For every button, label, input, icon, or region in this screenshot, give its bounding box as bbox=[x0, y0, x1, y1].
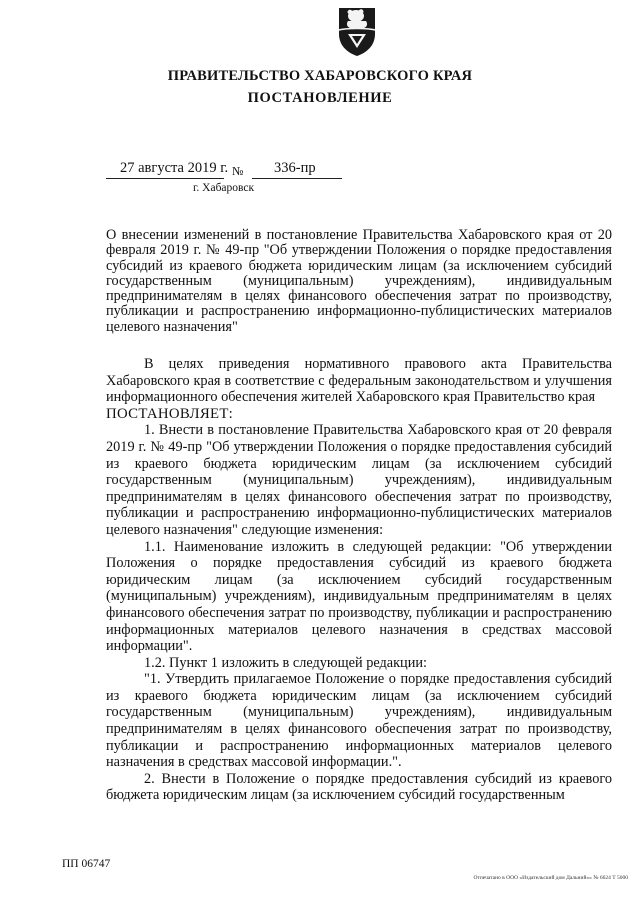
print-note: Отпечатано в ООО «Издательский дом Дальний»» № 6624 Т 5000 bbox=[473, 875, 628, 881]
number-sign: № bbox=[232, 164, 244, 178]
document-date: 27 августа 2019 г. bbox=[120, 160, 229, 176]
government-title: ПРАВИТЕЛЬСТВО ХАБАРОВСКОГО КРАЯ bbox=[167, 68, 473, 84]
clause-1-1: 1.1. Наименование изложить в следующей редакции: "Об утверждении Положения о порядке предоставления субсидий из краевого бюджета юридическим лицам (за исключением субсидий государственным (муниципальным) учреждениям), индивидуальным предпринимателям в целях финансового обеспечения затрат по производству, публикации и распространению информационных материалов целевого назначения в средствах массовой информации". bbox=[106, 538, 612, 655]
document-body bbox=[106, 356, 612, 804]
document-number: 336-пр bbox=[274, 160, 316, 176]
clause-1-2: 1.2. Пункт 1 изложить в следующей редакции: bbox=[144, 654, 427, 671]
clause-1-2-quote: "1. Утвердить прилагаемое Положение о порядке предоставления субсидий из краевого бюджета юридическим лицам (за исключением субсидий государственным (муниципальным) учреждениям), индивидуальным предпринимателям в целях финансового обеспечения затрат по производству, публикации и распространению информационных материалов целевого назначения в средствах массовой информации.". bbox=[106, 671, 612, 771]
clause-1: 1. Внести в постановление Правительства Хабаровского края от 20 февраля 2019 г. № 49-пр "Об утверждении Положения о порядке предоставления субсидий из краевого бюджета юридическим лицам (за исключением субсидий государственным (муниципальным) учреждениям), индивидуальным предпринимателям в целях финансового обеспечения затрат по производству, публикации и распространению информационно-публицистических материалов целевого назначения" следующие изменения: bbox=[106, 422, 612, 538]
number-underline bbox=[252, 178, 342, 179]
document-code: ПП 06747 bbox=[62, 858, 111, 870]
ruling-heading: ПОСТАНОВЛЯЕТ: bbox=[106, 405, 234, 422]
document-city: г. Хабаровск bbox=[193, 182, 255, 194]
coat-of-arms-icon bbox=[336, 4, 378, 58]
document-subject: О внесении изменений в постановление Правительства Хабаровского края от 20 февраля 2019 г. № 49-пр "Об утверждении Положения о порядке предоставления субсидий из краевого бюджета юридическим лицам (за исключением субсидий государственным (муниципальным) учреждениям), индивидуальным предпринимателям в целях финансового обеспечения затрат по производству, публикации и распространению информационно-публицистических материалов целевого назначения" bbox=[106, 227, 612, 335]
date-underline bbox=[106, 178, 224, 179]
preamble-paragraph: В целях приведения нормативного правового акта Правительства Хабаровского края в соответствие с федеральным законодательством и улучшения информационного обеспечения жителей Хабаровского края Правительство края bbox=[106, 356, 612, 406]
clause-2: 2. Внести в Положение о порядке предоставления субсидий из краевого бюджета юридическим лицам (за исключением субсидий государственным bbox=[106, 770, 612, 804]
document-type-title: ПОСТАНОВЛЕНИЕ bbox=[247, 90, 393, 106]
